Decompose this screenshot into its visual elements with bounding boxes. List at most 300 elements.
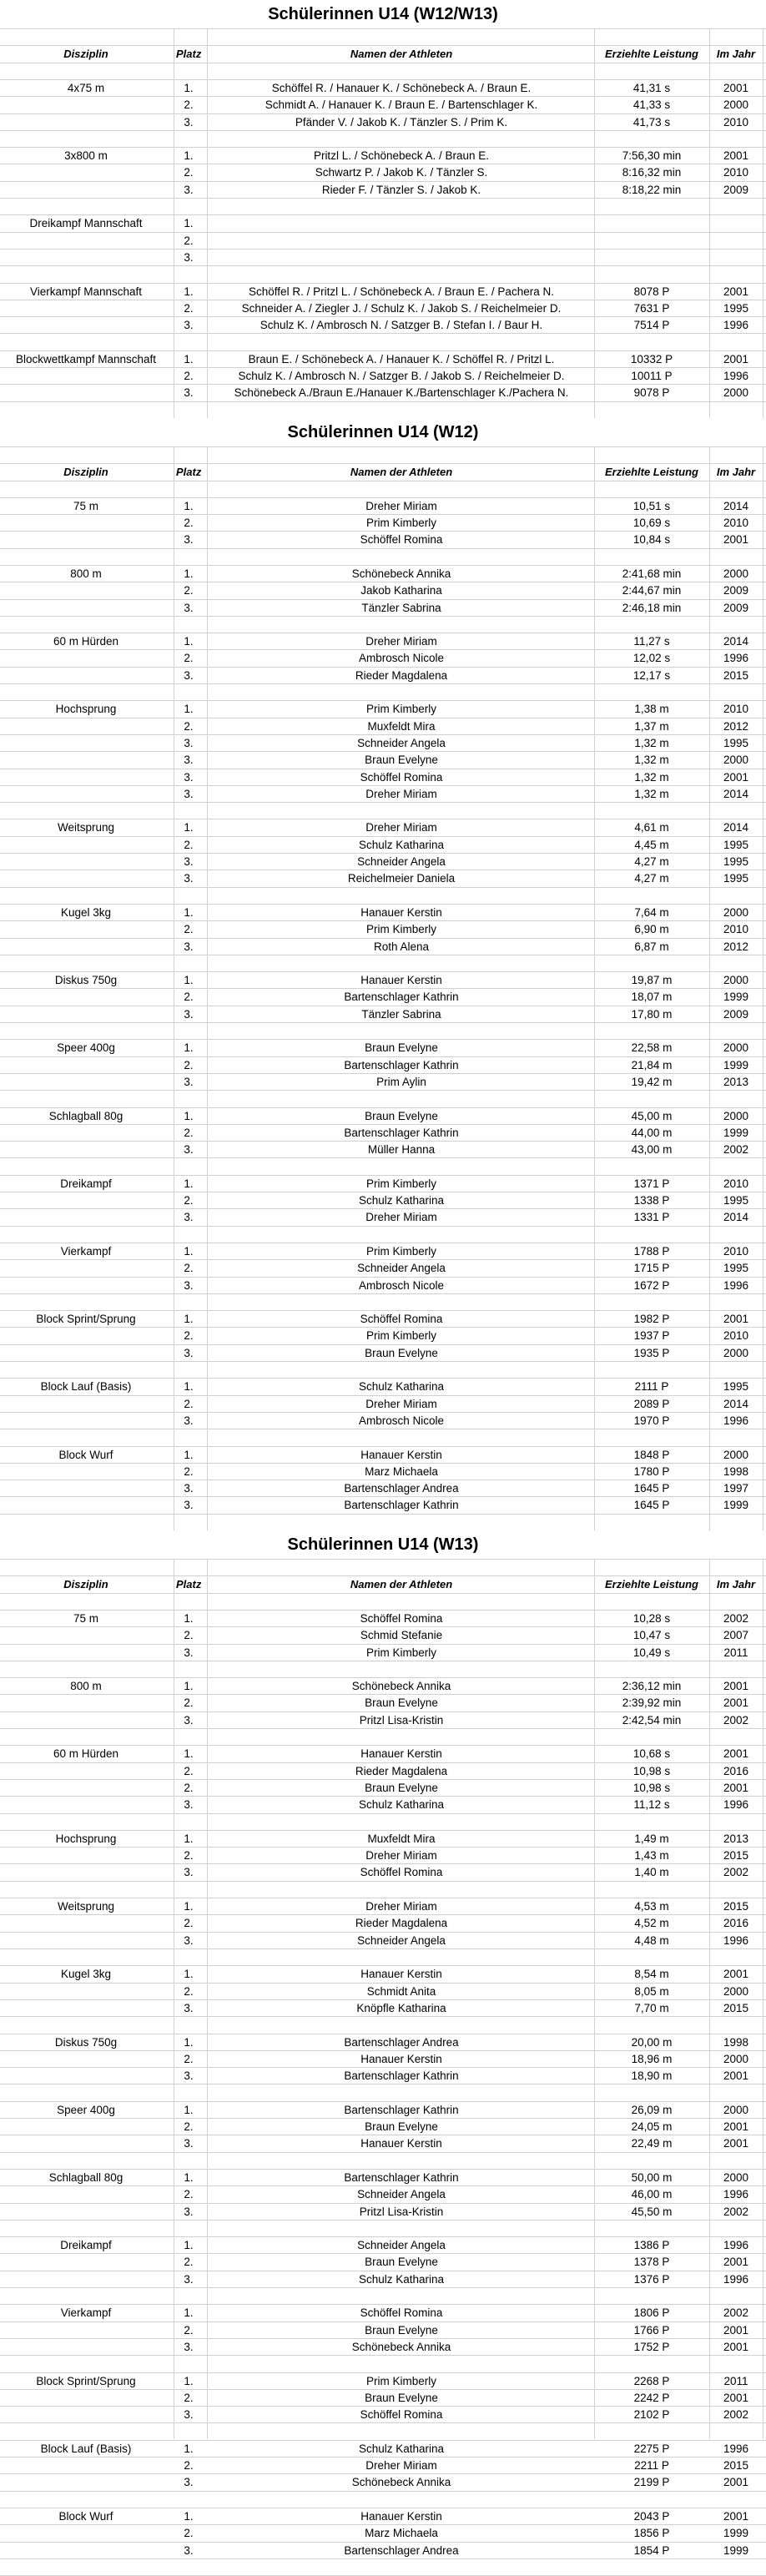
athlete-names: Hanauer Kerstin <box>360 2137 442 2150</box>
athlete-names: Hanauer Kerstin <box>360 974 442 986</box>
place-cell: 2. <box>184 991 194 1003</box>
year-cell: 2010 <box>723 166 749 179</box>
year-cell: 2001 <box>723 771 749 784</box>
year-cell: 2000 <box>723 98 749 111</box>
year-cell: 2001 <box>723 285 749 298</box>
performance-cell: 1376 P <box>633 2273 670 2286</box>
grid-line <box>0 2355 766 2356</box>
athlete-names: Bartenschlager Kathrin <box>344 2104 459 2116</box>
athlete-names: Braun Evelyne <box>365 1041 438 1054</box>
discipline-label: 800 m <box>70 1680 102 1692</box>
athlete-names: Marz Michaela <box>365 2527 438 2539</box>
athlete-names: Hanauer Kerstin <box>360 906 442 919</box>
athlete-names: Bartenschlager Kathrin <box>344 2171 459 2184</box>
performance-cell: 1645 P <box>633 1482 670 1495</box>
athlete-names: Bartenschlager Andrea <box>344 1482 459 1495</box>
performance-cell: 2043 P <box>633 2510 670 2523</box>
athlete-names: Schöffel R. / Pritzl L. / Schönebeck A. / Braun E. / Pachera N. <box>249 285 554 298</box>
performance-cell: 1386 P <box>633 2239 670 2251</box>
place-cell: 1. <box>184 1313 194 1325</box>
year-cell: 2016 <box>723 1765 749 1777</box>
place-cell: 2. <box>184 1917 194 1929</box>
header-performance: Erziehlte Leistung <box>605 48 698 60</box>
performance-cell: 19,42 m <box>631 1076 673 1088</box>
athlete-names: Bartenschlager Kathrin <box>344 1059 459 1071</box>
place-cell: 2. <box>184 1765 194 1777</box>
athlete-names <box>209 250 594 265</box>
year-cell: 2014 <box>723 788 749 800</box>
year-cell: 1995 <box>723 1262 749 1274</box>
grid-column-line <box>207 0 208 2439</box>
discipline-label: 60 m Hürden <box>53 1747 119 1760</box>
place-cell: 3. <box>184 2069 194 2082</box>
place-cell: 2. <box>184 234 194 247</box>
athlete-names: Hanauer Kerstin <box>360 2053 442 2065</box>
place-cell: 1. <box>184 1612 194 1625</box>
year-cell: 2001 <box>723 2137 749 2150</box>
discipline-label: Dreikampf <box>60 2239 112 2251</box>
performance-cell: 20,00 m <box>631 2036 673 2049</box>
grid-line <box>0 446 766 447</box>
athlete-names: Bartenschlager Kathrin <box>344 2069 459 2082</box>
place-cell: 1. <box>184 1041 194 1054</box>
year-cell: 1995 <box>723 737 749 749</box>
year-cell: 1996 <box>723 652 749 664</box>
section-title: Schülerinnen U14 (W13) <box>0 1530 766 1559</box>
performance-cell: 12,02 s <box>632 652 671 664</box>
place-cell: 3. <box>184 386 194 399</box>
year-cell: 2001 <box>723 1968 749 1980</box>
year-cell: 2002 <box>723 2205 749 2218</box>
grid-line <box>0 265 766 266</box>
grid-line <box>0 1593 766 1594</box>
year-cell: 1996 <box>723 1934 749 1947</box>
place-cell: 3. <box>184 1499 194 1511</box>
performance-cell: 4,27 m <box>634 872 669 885</box>
performance-cell: 2242 P <box>633 2392 670 2404</box>
discipline-label: Speer 400g <box>57 2104 115 2116</box>
performance-cell: 19,87 m <box>631 974 673 986</box>
place-cell: 1. <box>184 703 194 715</box>
place-cell: 3. <box>184 2273 194 2286</box>
place-cell: 2. <box>184 1782 194 1794</box>
place-cell: 1. <box>184 1900 194 1913</box>
performance-cell: 41,31 s <box>632 82 671 94</box>
year-cell: 1996 <box>723 2188 749 2200</box>
section-title: Schülerinnen U14 (W12/W13) <box>0 0 766 28</box>
athlete-names: Braun Evelyne <box>365 1347 438 1359</box>
grid-line <box>0 333 766 334</box>
performance-cell: 8:18,22 min <box>622 184 682 196</box>
year-cell: 2013 <box>723 1832 749 1845</box>
year-cell: 2002 <box>723 1612 749 1625</box>
place-cell: 1. <box>184 567 194 580</box>
place-cell: 3. <box>184 2205 194 2218</box>
year-cell: 1997 <box>723 1482 749 1495</box>
place-cell: 2. <box>184 2527 194 2539</box>
grid-line <box>0 2152 766 2153</box>
grid-line <box>0 1813 766 1814</box>
year-cell: 2015 <box>723 1849 749 1862</box>
performance-cell: 10,68 s <box>632 1747 671 1760</box>
performance-cell: 1854 P <box>633 2544 670 2557</box>
athlete-names: Schmidt A. / Hanauer K. / Braun E. / Bartenschlager K. <box>265 98 538 111</box>
year-cell: 2001 <box>723 2510 749 2523</box>
performance-cell: 1371 P <box>633 1177 670 1190</box>
header-names: Namen der Athleten <box>350 466 453 478</box>
year-cell: 2011 <box>723 1646 748 1659</box>
athlete-names: Ambrosch Nicole <box>358 1279 445 1292</box>
place-cell: 1. <box>184 2104 194 2116</box>
place-cell: 3. <box>184 1714 194 1727</box>
athlete-names: Rieder Magdalena <box>355 1917 448 1929</box>
place-cell: 3. <box>184 1347 194 1359</box>
discipline-label: 60 m Hürden <box>53 635 119 648</box>
year-cell: 2002 <box>723 1714 749 1727</box>
year-cell: 2001 <box>723 2324 749 2337</box>
performance-cell: 7,70 m <box>634 2002 669 2014</box>
year-cell: 2001 <box>723 149 749 162</box>
year-cell: 1995 <box>723 839 749 851</box>
performance-cell: 1766 P <box>633 2324 670 2337</box>
year-cell: 2001 <box>723 2069 749 2082</box>
year-cell: 2010 <box>723 1177 749 1190</box>
grid-line <box>0 1090 766 1091</box>
year-cell: 1995 <box>723 1380 749 1393</box>
performance-cell: 8,54 m <box>634 1968 669 1980</box>
place-cell: 3. <box>184 940 194 953</box>
discipline-label: Schlagball 80g <box>48 2171 123 2184</box>
place-cell: 3. <box>184 1646 194 1659</box>
performance-cell: 2:42,54 min <box>622 1714 682 1727</box>
place-cell: 3. <box>184 872 194 885</box>
year-cell: 2009 <box>723 584 749 597</box>
place-cell: 3. <box>184 1866 194 1878</box>
year-cell: 2000 <box>723 906 749 919</box>
place-cell: 2. <box>184 302 194 315</box>
grid-line <box>0 1022 766 1023</box>
athlete-names: Schöffel Romina <box>360 771 443 784</box>
performance-cell: 6,90 m <box>634 923 669 935</box>
place-cell: 2. <box>184 517 194 529</box>
performance-cell: 7:56,30 min <box>622 149 682 162</box>
place-cell: 3. <box>184 533 194 546</box>
performance-cell: 4,45 m <box>634 839 669 851</box>
athlete-names: Braun Evelyne <box>365 1782 438 1794</box>
year-cell: 1996 <box>723 2442 749 2455</box>
year-cell: 2000 <box>723 1110 749 1122</box>
year-cell: 2000 <box>723 2171 749 2184</box>
grid-line <box>0 2491 766 2492</box>
place-cell: 1. <box>184 1380 194 1393</box>
year-cell: 2002 <box>723 2408 749 2421</box>
performance-cell: 8:16,32 min <box>622 166 682 179</box>
grid-line <box>0 1293 766 1294</box>
place-cell: 3. <box>184 2137 194 2150</box>
year-cell: 2002 <box>723 2306 749 2319</box>
performance-cell: 2:44,67 min <box>622 584 682 597</box>
performance-cell: 22,49 m <box>631 2137 673 2150</box>
performance-cell: 1672 P <box>633 1279 670 1292</box>
athlete-names: Pritzl Lisa-Kristin <box>359 2205 444 2218</box>
header-year: Im Jahr <box>716 1578 756 1590</box>
performance-cell: 45,00 m <box>631 1110 673 1122</box>
place-cell: 1. <box>184 82 194 94</box>
place-cell: 1. <box>184 1110 194 1122</box>
year-cell: 1998 <box>723 2036 749 2049</box>
year-cell: 2001 <box>723 2476 749 2488</box>
grid-line <box>0 1157 766 1158</box>
performance-cell: 1,40 m <box>634 1866 669 1878</box>
performance-cell: 45,50 m <box>631 2205 673 2218</box>
athlete-names: Braun Evelyne <box>365 2120 438 2133</box>
year-cell: 2000 <box>723 754 749 766</box>
place-cell: 2. <box>184 652 194 664</box>
performance-cell: 2:41,68 min <box>622 567 682 580</box>
discipline-label: Kugel 3kg <box>60 906 112 919</box>
athlete-names: Dreher Miriam <box>365 500 437 512</box>
year-cell <box>709 233 763 249</box>
header-discipline: Disziplin <box>63 48 108 60</box>
place-cell: 2. <box>184 2120 194 2133</box>
performance-cell: 2275 P <box>633 2442 670 2455</box>
grid-line <box>0 2220 766 2221</box>
header-names: Namen der Athleten <box>350 48 453 60</box>
year-cell: 2000 <box>723 1041 749 1054</box>
athlete-names: Bartenschlager Kathrin <box>344 1499 459 1511</box>
year-cell: 2001 <box>723 2120 749 2133</box>
performance-cell: 10332 P <box>630 353 673 365</box>
athlete-names: Schöffel Romina <box>360 1866 443 1878</box>
header-place: Platz <box>176 1578 201 1590</box>
year-cell: 2000 <box>723 2104 749 2116</box>
grid-line <box>0 1226 766 1227</box>
athlete-names: Schulz Katharina <box>358 1194 445 1207</box>
athlete-names <box>209 215 594 231</box>
place-cell: 2. <box>184 1629 194 1641</box>
grid-line <box>0 28 766 29</box>
place-cell: 3. <box>184 184 194 196</box>
place-cell: 1. <box>184 2171 194 2184</box>
discipline-label: Diskus 750g <box>54 974 118 986</box>
year-cell: 2000 <box>723 386 749 399</box>
place-cell: 2. <box>184 1329 194 1342</box>
year-cell: 2001 <box>723 1680 749 1692</box>
athlete-names: Schneider Angela <box>357 2188 446 2200</box>
discipline-label: 4x75 m <box>67 82 105 94</box>
place-cell: 3. <box>184 1143 194 1156</box>
year-cell: 2000 <box>723 1347 749 1359</box>
year-cell: 2009 <box>723 1008 749 1021</box>
place-cell: 2. <box>184 1194 194 1207</box>
year-cell: 1996 <box>723 2239 749 2251</box>
athlete-names: Schwartz P. / Jakob K. / Tänzler S. <box>315 166 488 179</box>
place-cell: 3. <box>184 2408 194 2421</box>
year-cell: 1998 <box>723 1465 749 1478</box>
performance-cell: 10,51 s <box>632 500 671 512</box>
performance-cell: 10,98 s <box>632 1782 671 1794</box>
athlete-names: Bartenschlager Andrea <box>344 2544 459 2557</box>
performance-cell: 8,05 m <box>634 1985 669 1998</box>
discipline-label: Hochsprung <box>55 703 117 715</box>
year-cell: 2001 <box>723 1782 749 1794</box>
year-cell: 2011 <box>723 2375 748 2387</box>
place-cell: 1. <box>184 906 194 919</box>
performance-cell: 2211 P <box>634 2459 669 2472</box>
athlete-names: Pritzl Lisa-Kristin <box>359 1714 444 1727</box>
discipline-label: 3x800 m <box>64 149 108 162</box>
athlete-names: Schöffel Romina <box>360 1612 443 1625</box>
grid-line <box>0 401 766 402</box>
year-cell: 2001 <box>723 2256 749 2268</box>
performance-cell: 41,33 s <box>632 98 671 111</box>
performance-cell: 43,00 m <box>631 1143 673 1156</box>
place-cell: 3. <box>184 2002 194 2014</box>
athlete-names: Schöffel Romina <box>360 1313 443 1325</box>
year-cell: 2000 <box>723 2053 749 2065</box>
year-cell: 1996 <box>723 1798 749 1811</box>
place-cell: 2. <box>184 2188 194 2200</box>
place-cell: 2. <box>184 1985 194 1998</box>
section-title: Schülerinnen U14 (W12) <box>0 418 766 446</box>
year-cell: 2001 <box>723 2392 749 2404</box>
grid-line <box>0 1881 766 1882</box>
athlete-names: Schulz Katharina <box>358 2442 445 2455</box>
athlete-names: Ambrosch Nicole <box>358 1414 445 1427</box>
athlete-names <box>209 233 594 249</box>
performance-cell: 44,00 m <box>631 1127 673 1139</box>
athlete-names: Schöffel R. / Hanauer K. / Schönebeck A. / Braun E. <box>271 82 532 94</box>
athlete-names: Jakob Katharina <box>360 584 442 597</box>
athlete-names: Muxfeldt Mira <box>367 720 436 733</box>
athlete-names: Prim Kimberly <box>365 1329 436 1342</box>
place-cell: 3. <box>184 669 194 682</box>
performance-cell: 10,84 s <box>632 533 671 546</box>
place-cell: 1. <box>184 1968 194 1980</box>
place-cell: 2. <box>184 2256 194 2268</box>
discipline-label: Kugel 3kg <box>60 1968 112 1980</box>
performance-cell: 1715 P <box>633 1262 670 1274</box>
performance-cell: 1856 P <box>633 2527 670 2539</box>
discipline-label: 75 m <box>73 500 98 512</box>
athlete-names: Pfänder V. / Jakob K. / Tänzler S. / Prim K. <box>295 116 508 129</box>
place-cell: 1. <box>184 1680 194 1692</box>
discipline-label: Vierkampf <box>60 2306 112 2319</box>
performance-cell: 9078 P <box>633 386 670 399</box>
place-cell: 1. <box>184 149 194 162</box>
place-cell: 3. <box>184 2341 194 2353</box>
performance-cell: 10,49 s <box>632 1646 671 1659</box>
header-place: Platz <box>176 48 201 60</box>
year-cell: 2014 <box>723 500 749 512</box>
place-cell: 2. <box>184 1849 194 1862</box>
athlete-names: Müller Hanna <box>367 1143 436 1156</box>
discipline-label: Block Lauf (Basis) <box>40 1380 132 1393</box>
place-cell: 1. <box>184 500 194 512</box>
year-cell: 2014 <box>723 821 749 834</box>
athlete-names: Braun Evelyne <box>365 2392 438 2404</box>
performance-cell: 4,52 m <box>634 1917 669 1929</box>
year-cell: 2010 <box>723 1329 749 1342</box>
place-cell: 3. <box>184 2544 194 2557</box>
athlete-names: Bartenschlager Kathrin <box>344 1127 459 1139</box>
grid-column-line <box>709 0 710 2439</box>
place-cell: 3. <box>184 1482 194 1495</box>
year-cell: 1995 <box>723 872 749 885</box>
athlete-names: Knöpfle Katharina <box>356 2002 446 2014</box>
year-cell: 1996 <box>723 1279 749 1292</box>
year-cell: 2014 <box>723 635 749 648</box>
place-cell: 3. <box>184 1279 194 1292</box>
performance-cell: 2:46,18 min <box>622 602 682 614</box>
athlete-names: Prim Kimberly <box>365 1177 436 1190</box>
year-cell: 2000 <box>723 567 749 580</box>
header-discipline: Disziplin <box>63 466 108 478</box>
place-cell: 3. <box>184 754 194 766</box>
athlete-names: Schöffel Romina <box>360 2306 443 2319</box>
performance-cell: 10,98 s <box>632 1765 671 1777</box>
performance-cell: 2268 P <box>633 2375 670 2387</box>
year-cell: 2001 <box>723 1747 749 1760</box>
athlete-names: Schmid Stefanie <box>360 1629 443 1641</box>
athlete-names: Schneider Angela <box>357 737 446 749</box>
athlete-names: Hanauer Kerstin <box>360 1449 442 1461</box>
grid-line <box>0 1728 766 1729</box>
place-cell: 2. <box>184 2053 194 2065</box>
performance-cell: 1,32 m <box>634 754 669 766</box>
performance-cell: 12,17 s <box>632 669 671 682</box>
performance-cell: 1780 P <box>633 1465 670 1478</box>
year-cell <box>709 250 763 265</box>
performance-cell: 4,53 m <box>634 1900 669 1913</box>
year-cell: 2010 <box>723 923 749 935</box>
year-cell: 2016 <box>723 1917 749 1929</box>
athlete-names: Schmidt Anita <box>366 1985 436 1998</box>
performance-cell: 2102 P <box>633 2408 670 2421</box>
athlete-names: Schönebeck Annika <box>351 1680 451 1692</box>
performance-cell: 2111 P <box>634 1380 669 1393</box>
year-cell: 2001 <box>723 2341 749 2353</box>
performance-cell: 18,96 m <box>631 2053 673 2065</box>
athlete-names: Schöffel Romina <box>360 533 443 546</box>
year-cell: 1999 <box>723 2527 749 2539</box>
athlete-names: Prim Kimberly <box>365 703 436 715</box>
place-cell: 2. <box>184 370 194 382</box>
performance-cell: 1752 P <box>633 2341 670 2353</box>
place-cell: 3. <box>184 1211 194 1223</box>
performance-cell: 2:39,92 min <box>622 1696 682 1709</box>
performance-cell: 1848 P <box>633 1449 670 1461</box>
discipline-label: Blockwettkampf Mannschaft <box>15 353 157 365</box>
header-year: Im Jahr <box>716 466 756 478</box>
year-cell: 2002 <box>723 1866 749 1878</box>
place-cell: 3. <box>184 1008 194 1021</box>
place-cell: 2. <box>184 98 194 111</box>
year-cell: 2010 <box>723 703 749 715</box>
grid-line <box>0 1361 766 1362</box>
year-cell: 2001 <box>723 353 749 365</box>
performance-cell: 50,00 m <box>631 2171 673 2184</box>
performance-cell: 41,73 s <box>632 116 671 129</box>
athlete-names: Bartenschlager Andrea <box>344 2036 459 2049</box>
athlete-names: Tänzler Sabrina <box>361 602 441 614</box>
year-cell: 1999 <box>723 1059 749 1071</box>
athlete-names: Rieder Magdalena <box>355 669 448 682</box>
performance-cell: 4,48 m <box>634 1934 669 1947</box>
year-cell: 1999 <box>723 2544 749 2557</box>
discipline-label: Weitsprung <box>57 821 115 834</box>
performance-cell: 1,32 m <box>634 771 669 784</box>
